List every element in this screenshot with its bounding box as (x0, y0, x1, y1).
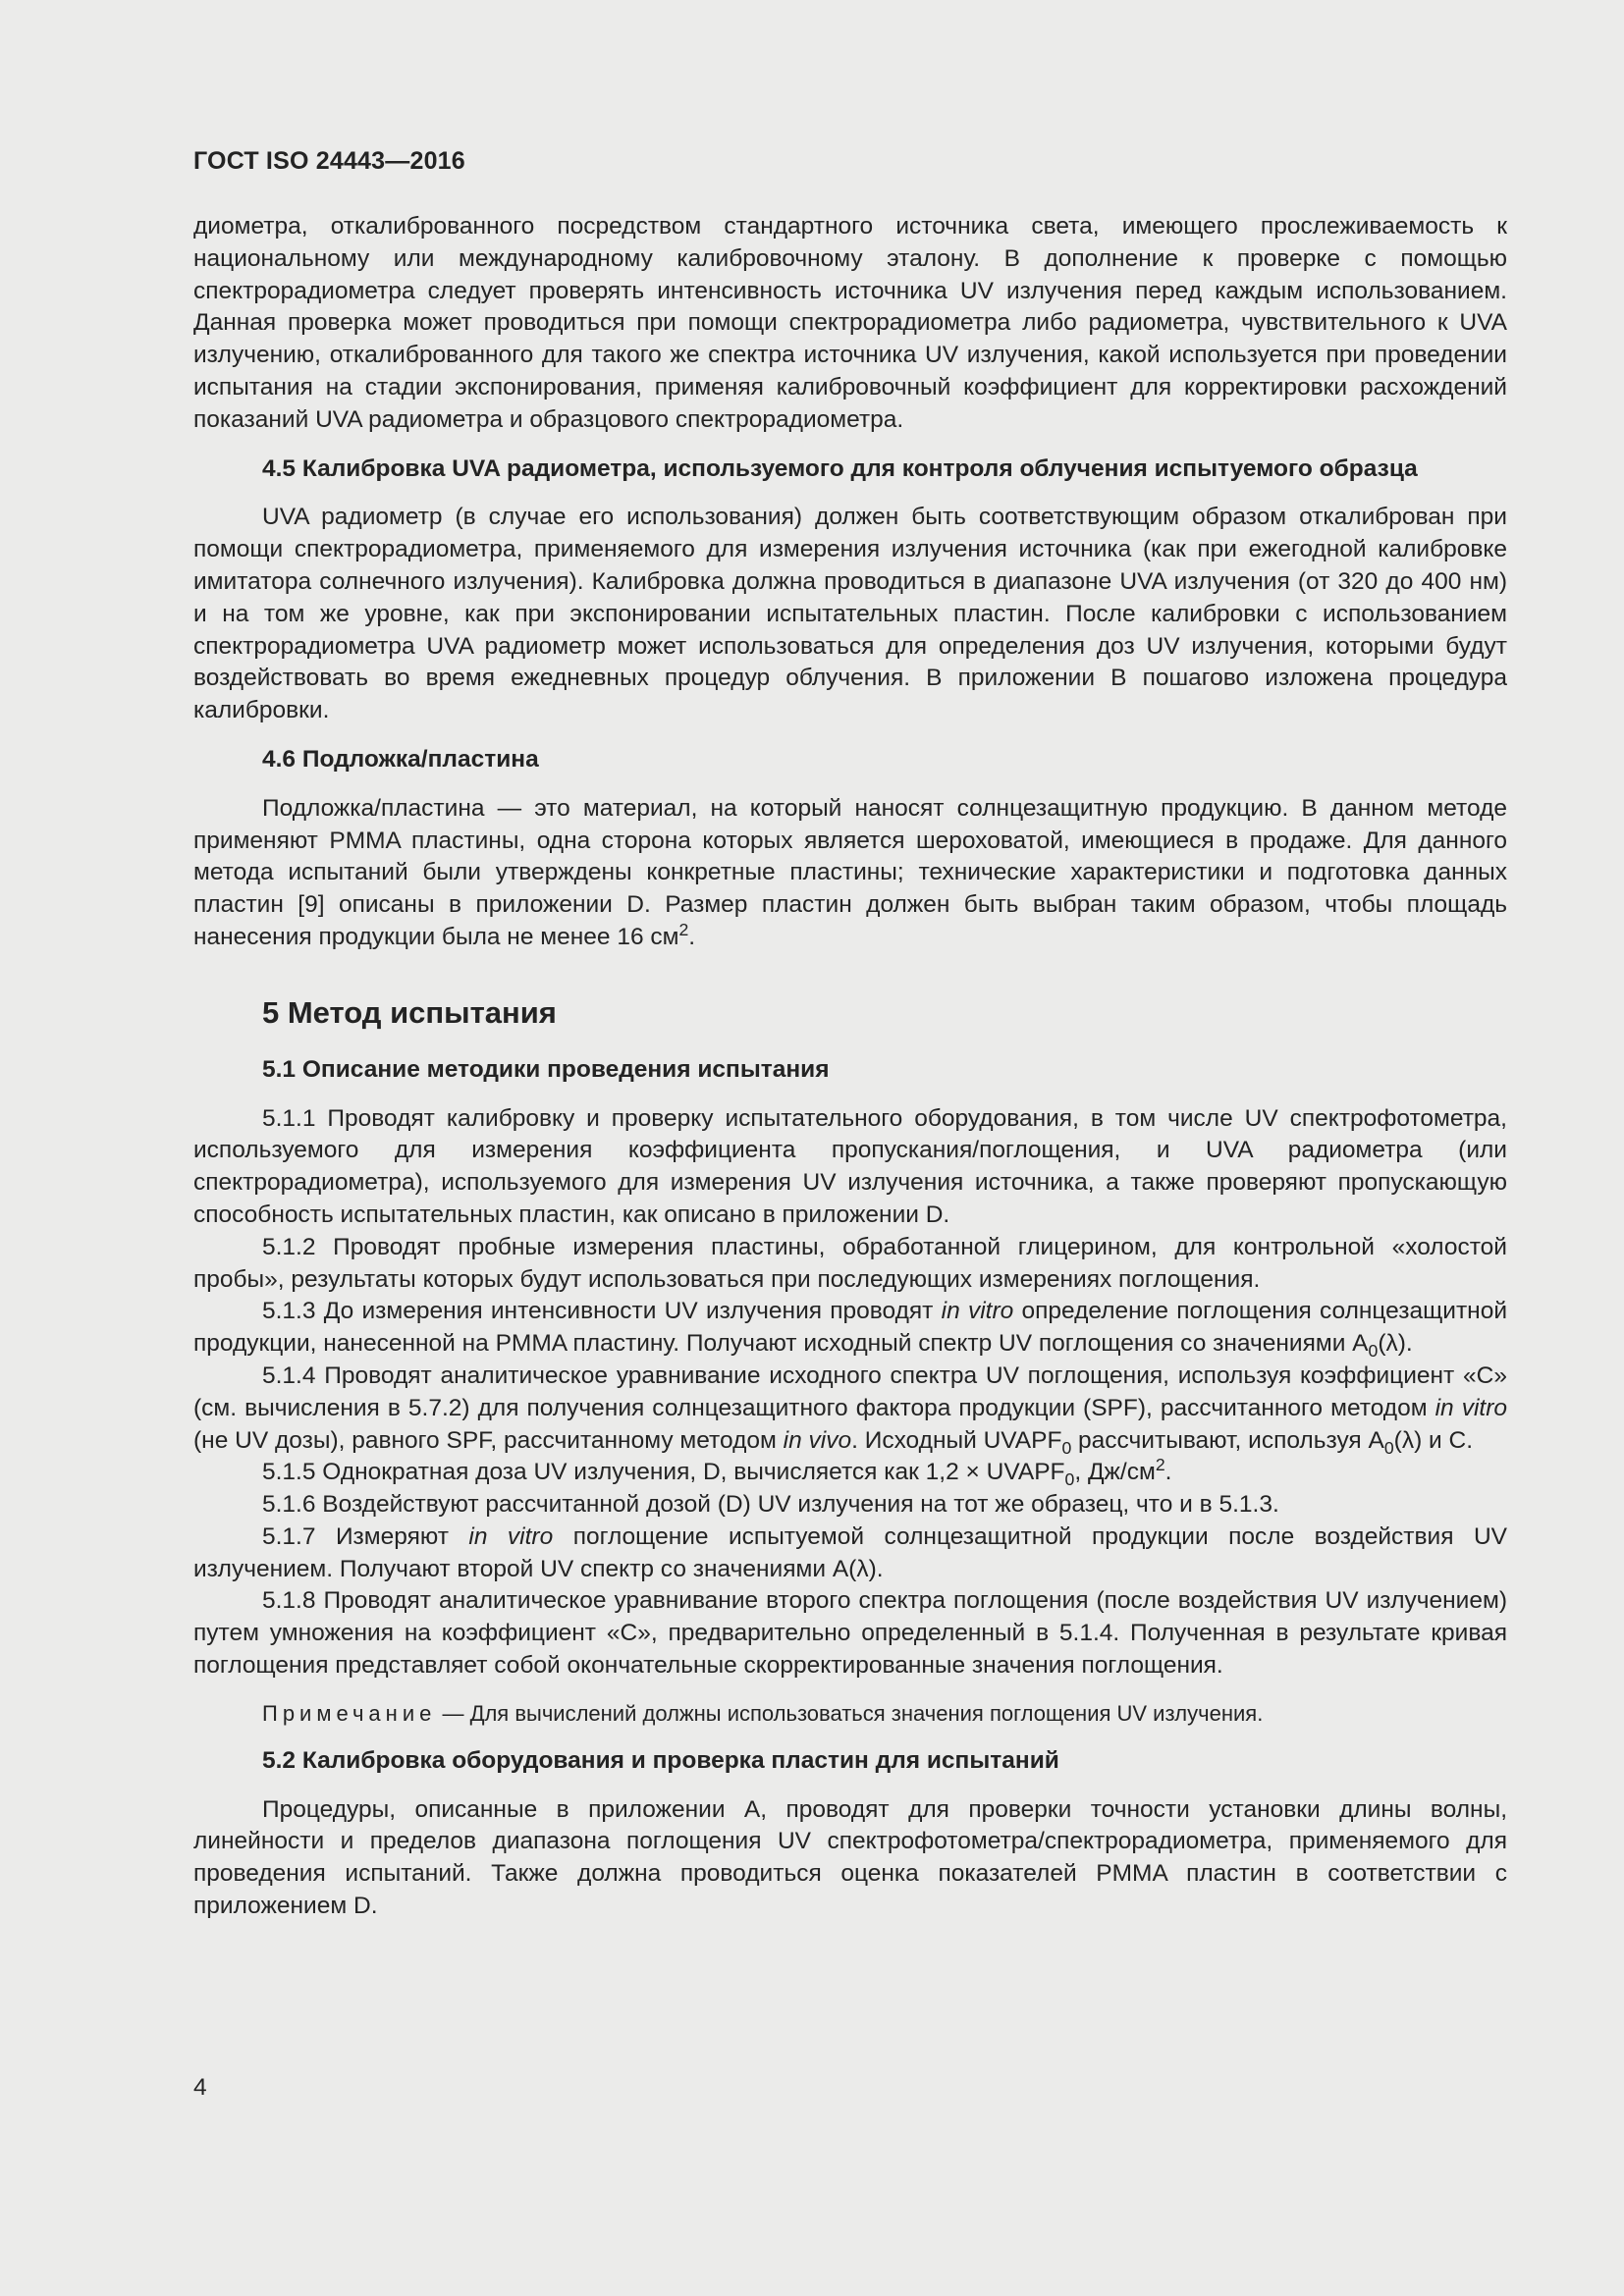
intro-paragraph: диометра, откалиброванного посредством стандартного источника света, имеющего прослеживаемость к национальному или международному калибровочному эталону. В дополнение к проверке с помощью спектрорадиометра следует проверять интенсивность источника UV излучения перед каждым использованием. Данная проверка может проводиться при помощи спектрорадиометра либо радиометра, чувствительного к UVA излучению, откалиброванного для такого же спектра источника UV излучения, какой используется при проведении испытания на стадии экспонирования, применяя калибровочный коэффициент для корректировки расхождений показаний UVA радиометра и образцового спектрорадиометра. (193, 213, 1507, 433)
note-text: — Для вычислений должны использоваться значения поглощения UV излучения. (436, 1700, 1264, 1726)
document-page (193, 147, 1507, 1923)
section-5-2-heading: 5.2 Калибровка оборудования и проверка пластин для испытаний (262, 1746, 1059, 1774)
text-run: (λ). (1378, 1330, 1413, 1358)
text-run: (не UV дозы), равного SPF, рассчитанному методом (193, 1426, 784, 1454)
note-label: Примечание (262, 1700, 437, 1726)
text-run: рассчитывают, используя A (1071, 1426, 1384, 1454)
subscript: 0 (1061, 1437, 1072, 1458)
para-5-1-3 (193, 1296, 1507, 1361)
section-4-5-heading: 4.5 Калибровка UVA радиометра, используемого для контроля облучения испытуемого образца (262, 454, 1418, 482)
italic-term: in vitro (1435, 1394, 1507, 1421)
text-run: 5.1.5 Однократная доза UV излучения, D, вычисляется как 1,2 × UVAPF (262, 1459, 1065, 1486)
superscript: 2 (1155, 1455, 1165, 1475)
text-run: поглощение испытуемой солнцезащитной продукции после воздействия UV излучением. Получают второй UV спектр со значениями A(λ). (193, 1522, 1507, 1582)
italic-term: in vitro (941, 1298, 1014, 1325)
document-header: ГОСТ ISO 24443—2016 (193, 147, 465, 175)
text-run: 5.1.4 Проводят аналитическое уравнивание исходного спектра UV поглощения, используя коэффициент «C» (см. вычисления в 5.7.2) для получения солнцезащитного фактора продукции (SPF), рассчитанного методом (193, 1362, 1507, 1421)
section-4-5-paragraph: UVA радиометр (в случае его использования) должен быть соответствующим образом откалиброван при помощи спектрорадиометра, применяемого для измерения излучения источника (как при ежегодной калибровке имитатора солнечного излучения). Калибровка должна проводиться в диапазоне UVA излучения (от 320 до 400 нм) и на том же уровне, как при экспонировании испытательных пластин. После калибровки с использованием спектрорадиометра UVA радиометр может использоваться для определения доз UV излучения, которыми будут воздействовать во время ежедневных процедур облучения. В приложении B пошагово изложена процедура калибровки. (193, 504, 1507, 724)
para-5-1-7 (193, 1522, 1507, 1586)
text-run: . Исходный UVAPF (851, 1426, 1062, 1454)
text-run: 5.1.7 Измеряют (262, 1522, 469, 1550)
text-run: (λ) и C. (1393, 1426, 1474, 1454)
para-5-1-5 (193, 1457, 1507, 1489)
text-run: , Дж/см (1074, 1459, 1156, 1486)
section-4-6-text: Подложка/пластина — это материал, на который наносят солнцезащитную продукцию. В данном методе применяют PMMA пластины, одна сторона которых является шероховатой, имеющиеся в продаже. Для данного метода испытаний были утверждены конкретные пластины; технические характеристики и подготовка данных пластин [9] описаны в приложении D. Размер пластин должен быть выбран таким образом, чтобы площадь нанесения продукции была не менее 16 см (193, 794, 1507, 950)
subscript: 0 (1368, 1341, 1379, 1361)
section-5-heading: 5 Метод испытания (262, 994, 557, 1030)
note (193, 1699, 1507, 1729)
para-5-1-6: 5.1.6 Воздействуют рассчитанной дозой (D) UV излучения на тот же образец, что и в 5.1.3. (262, 1491, 1279, 1519)
section-4-6-heading: 4.6 Подложка/пластина (262, 745, 539, 773)
subscript: 0 (1383, 1437, 1394, 1458)
para-5-1-4 (193, 1361, 1507, 1457)
section-5-1-heading: 5.1 Описание методики проведения испытания (262, 1055, 830, 1083)
text-run: . (1164, 1459, 1172, 1486)
text-run: 5.1.3 До измерения интенсивности UV излучения проводят (262, 1298, 942, 1325)
para-5-1-1: 5.1.1 Проводят калибровку и проверку испытательного оборудования, в том числе UV спектрофотометра, используемого для измерения коэффициента пропускания/поглощения, и UVA радиометра (или спектрорадиометра), используемого для измерения UV излучения источника, а также проверяют пропускающую способность испытательных пластин, как описано в приложении D. (193, 1104, 1507, 1228)
section-4-6-paragraph (193, 793, 1507, 954)
para-5-1-2: 5.1.2 Проводят пробные измерения пластины, обработанной глицерином, для контрольной «холостой пробы», результаты которых будут использоваться при последующих измерениях поглощения. (193, 1233, 1507, 1293)
subscript: 0 (1064, 1469, 1075, 1490)
text-run: определение поглощения солнцезащитной продукции, нанесенной на PMMA пластину. Получают исходный спектр UV поглощения со значениями A (193, 1298, 1508, 1358)
section-4-6-end: . (688, 923, 696, 950)
section-5-2-paragraph: Процедуры, описанные в приложении A, проводят для проверки точности установки длины волны, линейности и пределов диапазона поглощения UV спектрофотометра/спектрорадиометра, применяемого для проведения испытаний. Также должна проводиться оценка показателей PMMA пластин в соответствии с приложением D. (193, 1795, 1507, 1920)
page-number: 4 (193, 2074, 207, 2101)
italic-term: in vitro (468, 1522, 554, 1550)
italic-term: in vivo (783, 1426, 852, 1454)
superscript: 2 (678, 919, 689, 939)
para-5-1-8: 5.1.8 Проводят аналитическое уравнивание второго спектра поглощения (после воздействия UV излучением) путем умножения на коэффициент «C», предварительно определенный в 5.1.4. Полученная в результате кривая поглощения представляет собой окончательные скорректированные значения поглощения. (193, 1587, 1507, 1680)
